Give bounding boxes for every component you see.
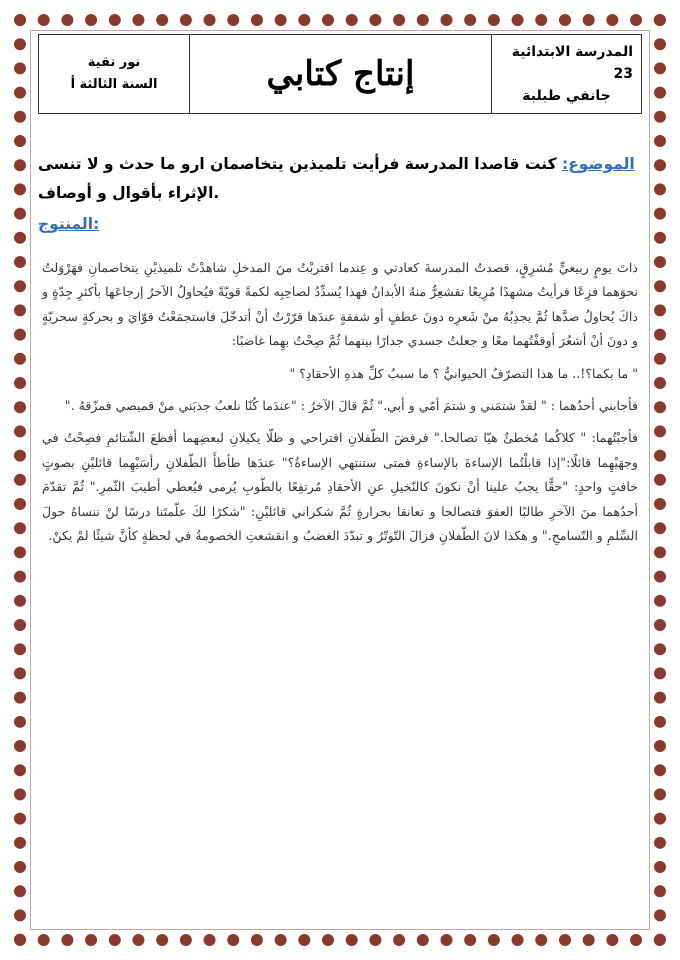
paragraph: " ما بكما؟!.. ما هذا التصرّفُ الحيوانيُّ ؟ ما سببُ كلِّ هذهِ الأحقادِ؟ ": [289, 365, 638, 381]
topic-label: الموضوع:: [562, 155, 635, 173]
paragraph: ذاتَ يومٍ ربيعيٍّ مُشرِقٍ، قصدتُ المدرسةَ كعادتي و عِندما اقتربْتُ منَ المدخلِ شاهدْتُ تلميذيْنِ يتخاصمانِ فهَرْوَلتُ نحوَهما فزِعًا فرأيتُ مشهدًا مُرِيعًا تقشعِرُّ منهُ الأبدانُ فهذا يُسدِّدُ لصاحِبِه لكمةً قويّةً فيُحاولُ الآخرُ إرجاعَها بأكثرِ جِدّةٍ و ذاكَ يُحاولُ صدَّها ثُمَّ يجذِبُهُ منْ شَعرِه دونَ عطفٍ أو شفقةٍ عندَها قرّرْتُ أنْ أتدخّلَ فاستجمَعْتُ قوّايَ و بحركةٍ سحريّةٍ و دونَ أنْ أشعُرَ أوقفْتُهما معًا و جعلتُ جسدي جدارًا بينهما ثُمَّ صِحْتُ بهِما غاضبًا:: [42, 260, 638, 349]
school-name: المدرسة الابتدائية 23: [511, 44, 633, 82]
paragraph: فأجابني أحدُهما : " لقدْ شتمَني و شتمَ أمّي و أبي." ثُمَّ قالَ الآخرُ : "عندَما كُنّا نلعبُ جذبَني منْ قميصي فمزّقهُ .": [64, 398, 638, 414]
essay-body: [42, 256, 638, 556]
product-label: المنتوج:: [38, 215, 100, 233]
school-place: جانفي طبلبة: [522, 88, 611, 104]
page-title: إنتاج كتابي: [266, 54, 415, 94]
topic-text: كنت قاصدا المدرسة فرأيت تلميذين يتخاصمان ارو ما حدث و لا تنسى الإثراء بأقوال و أوصاف.: [38, 155, 557, 202]
student-class: السنة الثالثة أ: [70, 77, 158, 92]
title-cell: [189, 35, 491, 113]
header-table: [38, 34, 642, 114]
school-cell: [491, 35, 641, 113]
topic-section: [38, 150, 642, 239]
student-cell: [39, 35, 189, 113]
student-name: نور تقية: [87, 55, 141, 70]
paragraph: فأجبْتُهما: " كلاكُما مُخطئٌ هيّا تصالحا." فرفضَ الطّفلانِ اقتراحي و ظلّا يكيلانِ لبعضِهما أفظعَ الشّتائمِ فصِحْتُ في وجهَيْهِما قائلًا:"إذا قابلْتُما الإساءةَ بالإساءةِ فمتى ستنتهي الإساءةُ؟" عندَها طأطأَ الطّفلانِ رأسَيْهِما قائليْنِ بصوتٍ خافتٍ واحدٍ: "حقًّا يجبُ علينا أنْ نكونَ كالنّخيلِ عنِ الأحقادِ مُرتفِعًا بالطّوبِ يُرمى فيُعطي أطيبَ الثّمرِ." ثُمَّ تقدّمَ أحدُهما منَ الآخرِ طالبًا العفوَ فتصالحا و تعانقا بحرارةٍ ثُمَّ شكراني قائليْنِ: "شكرًا لكَ علّمتَنا درسًا لنْ ننساهُ حولَ السِّلمِ و التّسامحِ." و هكذا لانَ الطّفلانِ فزالَ التّوتّرُ و تبدّدَ الغضبُ و انقشعتِ الخصومةُ في لحظةٍ كأنَّ شيئًا لمْ يكنْ.: [42, 430, 638, 544]
